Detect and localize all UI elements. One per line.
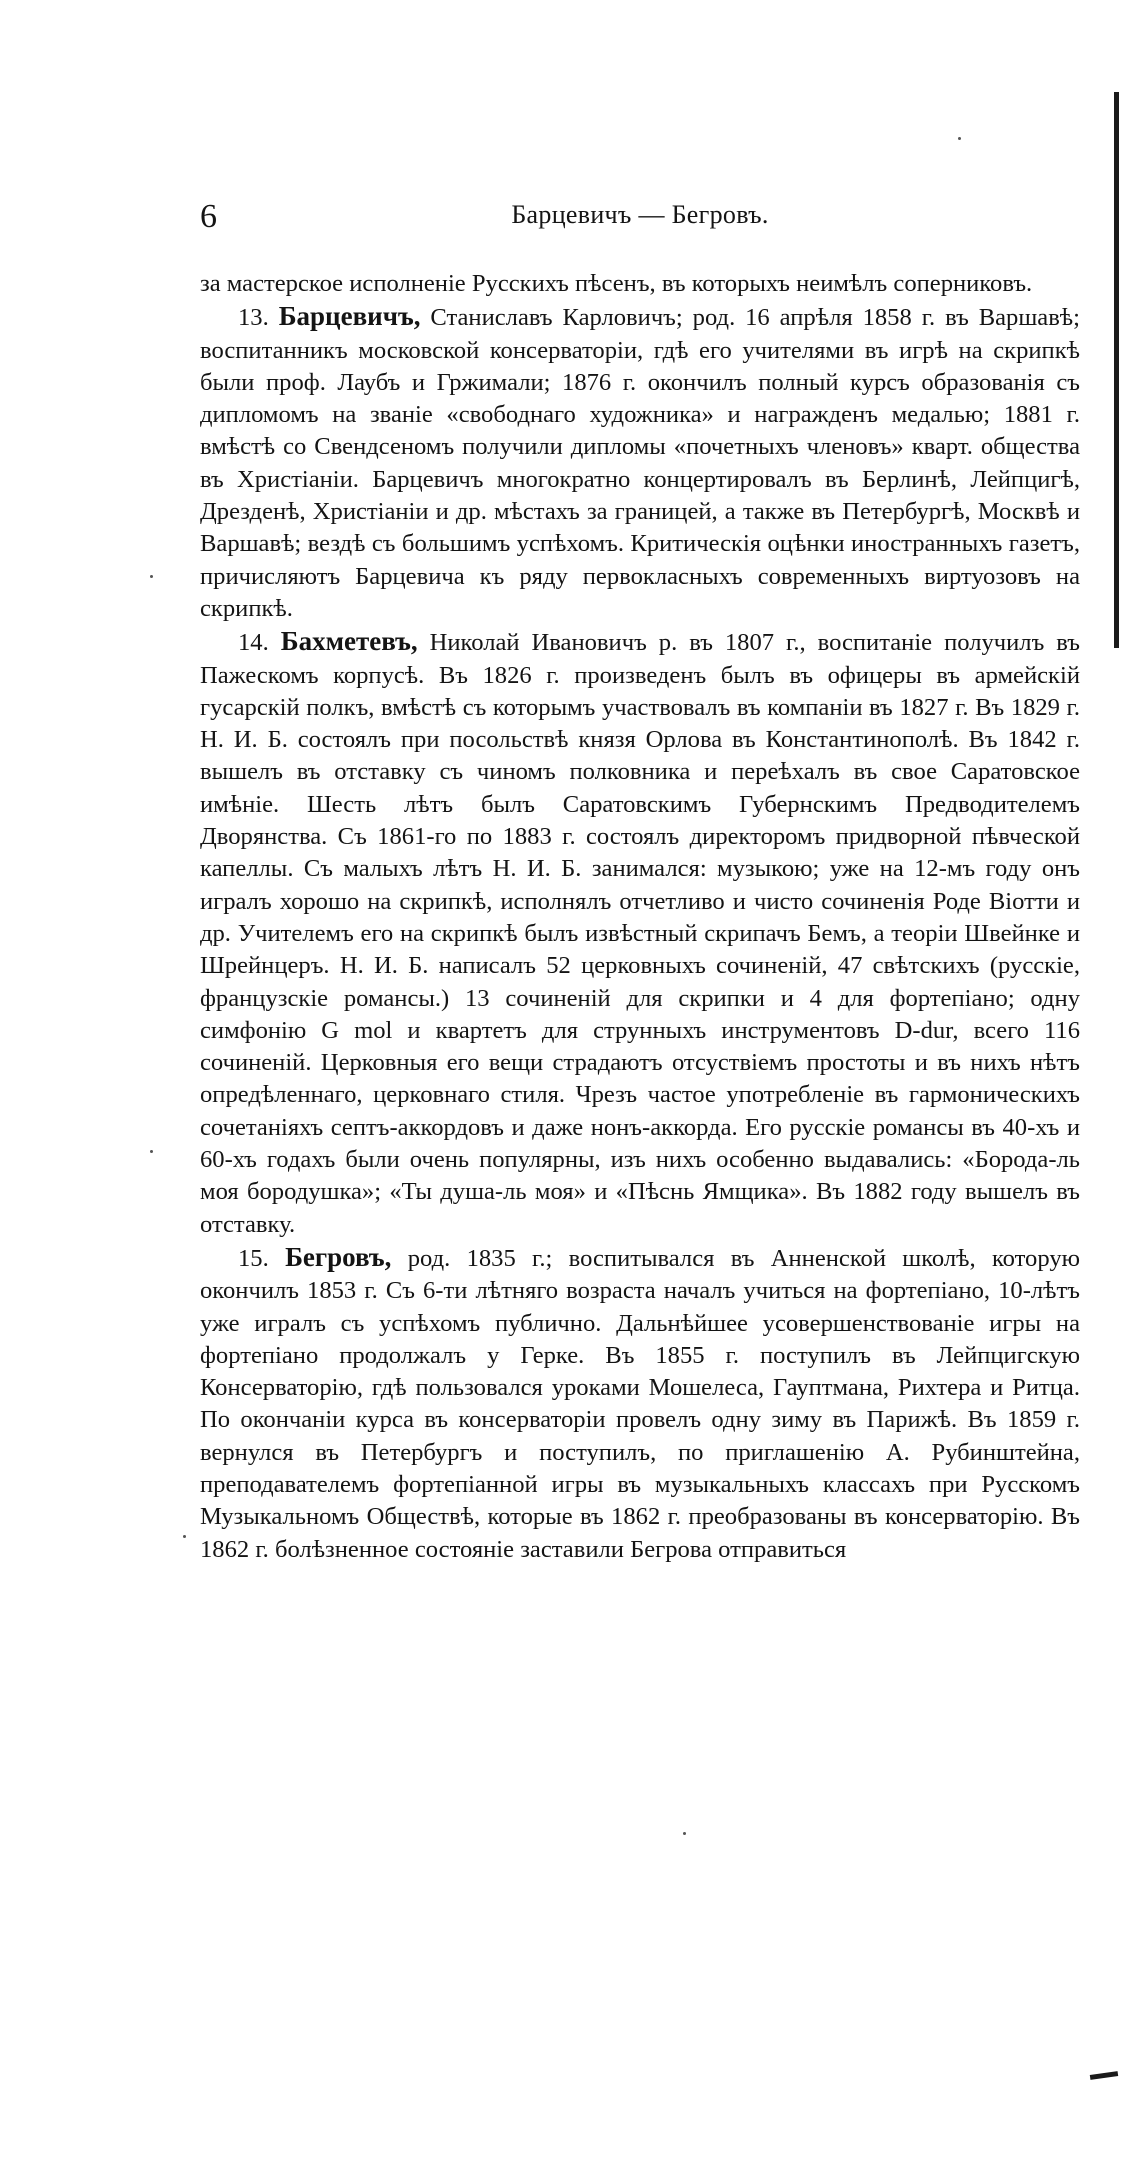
entry-number: 14.: [238, 629, 269, 657]
entry-number: 13.: [238, 304, 269, 332]
corner-mark: [1090, 2071, 1118, 2080]
entry-bakhmetev: [200, 625, 1080, 1241]
scan-speck: [683, 1832, 686, 1835]
scan-speck: [958, 137, 961, 140]
entry-number: 15.: [238, 1244, 269, 1272]
entry-begrov: [200, 1241, 1080, 1566]
entry-text: Станиславъ Карловичъ; род. 16 апрѣля 1858 г. въ Варшавѣ; воспитанникъ московской консерваторіи, гдѣ его учителями въ игрѣ на скрипкѣ были проф. Лаубъ и Гржимали; 1876 г. окончилъ полный курсъ образованія съ дипломомъ на званіе «свободнаго художника» и награжденъ медалью; 1881 г. вмѣстѣ со Свендсеномъ получили дипломы «почетныхъ членовъ» кварт. общества въ Христіаніи. Барцевичъ многократно концертировалъ въ Берлинѣ, Лейпцигѣ, Дрезденѣ, Христіаніи и др. мѣстахъ за границей, а также въ Петербургѣ, Москвѣ и Варшавѣ; вездѣ съ большимъ успѣхомъ. Критическія оцѣнки иностранныхъ газетъ, причисляютъ Барцевича къ ряду первокласныхъ современныхъ виртуозовъ на скрипкѣ.: [200, 304, 1080, 622]
scan-speck: [183, 1535, 186, 1538]
entry-text: Николай Ивановичъ р. въ 1807 г., воспитаніе получилъ въ Пажескомъ корпусѣ. Въ 1826 г. произведенъ былъ въ офицеры въ армейскій гусарскій полкъ, вмѣстѣ съ которымъ участвовалъ въ компаніи въ 1827 г. Въ 1829 г. Н. И. Б. состоялъ при посольствѣ князя Орлова въ Константинополѣ. Въ 1842 г. вышелъ въ отставку съ чиномъ полковника и переѣхалъ въ свое Саратовское имѣніе. Шесть лѣтъ былъ Саратовскимъ Губернскимъ Предводителемъ Дворянства. Съ 1861-го по 1883 г. состоялъ директоромъ придворной пѣвческой капеллы. Съ малыхъ лѣтъ Н. И. Б. занимался: музыкою; уже на 12-мъ году онъ игралъ хорошо на скрипкѣ, исполнялъ отчетливо и чисто сочиненія Роде Віотти и др. Учителемъ его на скрипкѣ былъ извѣстный скрипачъ Бемъ, а теоріи Швейнке и Шрейнцеръ. Н. И. Б. написалъ 52 церковныхъ сочиненій, 47 свѣтскихъ (русскіе, французскіе романсы.) 13 сочиненій для скрипки и 4 для фортепіано; одну симфонію G mol и квартетъ для струнныхъ инструментовъ D-dur, всего 116 сочиненій. Церковныя его вещи страдаютъ отсуствіемъ простоты и въ нихъ нѣтъ опредѣленнаго, церковнаго стиля. Чрезъ частое употребленіе въ гармоническихъ сочетаніяхъ септъ-аккордовъ и даже нонъ-аккорда. Его русскіе романсы въ 40-хъ и 60-хъ годахъ были очень популярны, изъ нихъ особенно выдавались: «Борода-ль моя бородушка»; «Ты душа-ль моя» и «Пѣснь Ямщика». Въ 1882 году вышелъ въ отставку.: [200, 629, 1080, 1238]
entry-name: Бахметевъ,: [280, 626, 418, 657]
margin-rule: [1114, 92, 1119, 648]
scan-speck: [150, 575, 153, 578]
entry-barcevich: [200, 300, 1080, 625]
entry-text: род. 1835 г.; воспитывался въ Анненской школѣ, которую окончилъ 1853 г. Съ 6-ти лѣтняго возраста началъ учиться на фортепіано, 10-лѣтъ уже игралъ съ успѣхомъ публично. Дальнѣйшее усовершенствованіе игры на фортепіано продолжалъ у Герке. Въ 1855 г. поступилъ въ Лейпцигскую Консерваторію, гдѣ пользовался уроками Мошелеса, Гауптмана, Рихтера и Ритца. По окончаніи курса въ консерваторіи провелъ одну зиму въ Парижѣ. Въ 1859 г. вернулся въ Петербургъ и поступилъ, по приглашенію А. Рубинштейна, преподавателемъ фортепіанной игры въ музыкальныхъ классахъ при Русскомъ Музыкальномъ Обществѣ, которые въ 1862 г. преобразованы въ консерваторію. Въ 1862 г. болѣзненное состояніе заставили Бегрова отправиться: [200, 1244, 1080, 1563]
page-number: 6: [200, 198, 217, 235]
running-title: Барцевичъ — Бегровъ.: [511, 200, 769, 229]
paragraph-text: за мастерское исполненіе Русскихъ пѣсенъ, въ которыхъ неимѣлъ соперниковъ.: [200, 270, 1033, 297]
entry-name: Бегровъ,: [285, 1241, 392, 1272]
scan-speck: [150, 1150, 153, 1153]
paragraph-continuation: [200, 268, 1080, 300]
entry-name: Барцевичъ,: [278, 301, 421, 332]
running-head: [200, 190, 1080, 240]
book-page: [200, 190, 1080, 1566]
